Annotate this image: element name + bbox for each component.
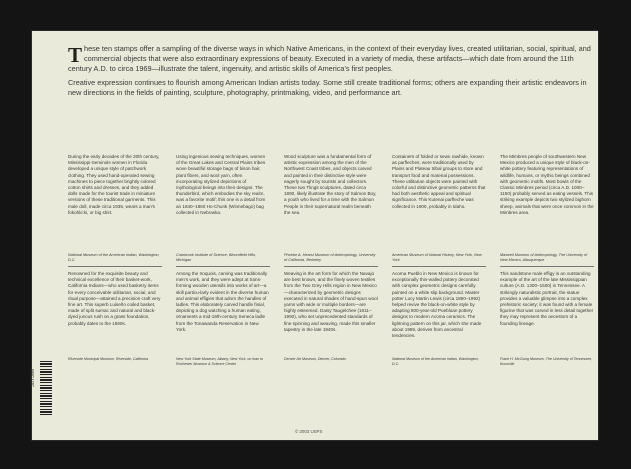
credit-line: Frank H. McClung Museum, The University of Tennessee, Knoxville: [500, 357, 593, 366]
description-text: Renowned for the exquisite beauty and technical excellence of their basket-work, California Indians—who used basketry items for every conceivable utilitarian, social, and ritual purpose—attained a precision craft very fine art. This superb Luiseño coiled basket, made of split sumac and natural and black-dyed juncus rush on a grass foundation, probably dates to the 1890s.: [68, 271, 161, 326]
credit-line: Cranbrook Institute of Science, Bloomfield Hills, Michigan: [176, 253, 256, 262]
divider: [392, 266, 486, 267]
barcode: [40, 361, 52, 417]
column-5: [500, 154, 594, 367]
description-text: The Mimbres people of southwestern New Mexico produced a unique style of black-on-white pottery featuring representations of wildlife, humans, or mythic beings combined with geometric motifs. Most bowls of the Classic Mimbres period (circa A.D. 1000–1150) probably served as eating vessels. This striking example depicts two stylized bighorn sheep, animals that were once common in the Mimbres area.: [500, 154, 594, 215]
description-text: Acoma Pueblo in New Mexico is known for exceptionally thin-walled pottery decorated with complex geometric designs carefully painted on a white slip background. Master potter Lucy Martin Lewis (circa 1890–1992) helped revive the black-on-white style by adapting 800-year-old Puebloan pottery designs to modern Acoma ceramics. The lightning pattern on this jar, which she made about 1969, derives from ancestral tendencies.: [392, 271, 482, 339]
credit-line: National Museum of the American Indian, Washington, D.C.: [68, 253, 160, 262]
intro-paragraph-2: Creative expression continues to flourish among American Indian artists today. Some still create traditional forms; others are expanding their artistic endeavors in new directions in the fields of painting, sculpture, photography, printmaking, video, and performance art.: [68, 78, 587, 97]
description-text: Using ingenious sewing techniques, women of the Great Lakes and Central Plains tribes wove beautiful storage bags of bison hair, plant fibers, and wool yarn, often incorporating stylized depictions of mythological beings into their designs. The thunderbird, which embodies the sky realm, was a favorite motif; this one is a detail from an 1840–1860 Ho-Chunk (Winnebago) bag collected in Nebraska.: [176, 154, 266, 215]
intro-text: hese ten stamps offer a sampling of the diverse ways in which Native Americans, in the context of their everyday lives, created utilitarian, social, spiritual, and commercial objects that were also extraordinary expressions of beauty. Executed in a variety of media, these artifacts—which date from around the 11th century A.D. to circa 1969—illustrate the talent, ingenuity, and artistic skills of America's first peoples.: [68, 44, 591, 73]
column-1: [68, 154, 162, 367]
description-text: Weaving is the art form for which the Navajo are best known, and the finely woven textiles from the Two Grey Hills region in New Mexico—characterized by geometric designs executed in natural shades of hand-spun wool yarns with wide or multiple borders—are highly esteemed. Daisy Taugelchee (1911–1990), who set unprecedented standards of fine spinning and weaving, made this smaller tapestry in the late 1940s.: [284, 271, 378, 332]
sheet-content: [68, 43, 594, 366]
barcode-number: 567500: [30, 368, 36, 387]
divider: [176, 266, 270, 267]
intro-paragraph: [68, 44, 592, 74]
credit-line: National Museum of the American Indian, Washington, D.C.: [392, 357, 479, 366]
description-text: During the early decades of the 20th century, Mississippi-Seminole women in Florida developed a unique style of patchwork clothing. They used hand-operated sewing machines to piece together brightly colored cotton shirts and dresses, and they added dolls made for the tourist trade in miniature versions of these traditional garments. This male doll, made circa 1935, wears a man's fokohki:ki, or big shirt.: [68, 154, 160, 215]
column-3: [284, 154, 378, 367]
column-2: [176, 154, 270, 367]
credit-line: Riverside Municipal Museum, Riverside, California: [68, 357, 149, 361]
divider: [284, 266, 378, 267]
copyright-notice: © 2003 USPS: [295, 429, 323, 434]
description-text: Containers of folded or sewn rawhide, known as parfleches, were traditionally used by Plains and Plateau tribal groups to store and transport food and material possessions. These utilitarian objects were painted with colorful and distinctive geometric patterns that had both aesthetic appeal and spiritual significance. This Kutenai parfleche was collected in 1900, probably in Idaho.: [392, 154, 486, 209]
stamp-sheet: [32, 31, 598, 440]
description-text: This sandstone male effigy is an outstanding example of the art of the late Mississippian culture (A.D. 1300–1500) in Tennessee. A strikingly naturalistic portrait, the statue provides a valuable glimpse into a complex prehistoric society; it was found with a female figurine that was carved in less detail together they may represent the ancestors of a founding lineage.: [500, 271, 594, 326]
credit-line: Maxwell Museum of Anthropology, The University of New Mexico, Albuquerque: [500, 253, 588, 262]
column-4: [392, 154, 486, 367]
credit-line: New York State Museum, Albany, New York, on loan to Rochester Museum & Science Center: [176, 357, 264, 366]
description-columns: [68, 154, 594, 367]
drop-cap: T: [68, 43, 83, 67]
credit-line: American Museum of Natural History, New York, New York: [392, 253, 482, 262]
credit-line: Denver Art Museum, Denver, Colorado: [284, 357, 346, 361]
description-text: Among the Iroquois, carving was traditionally men's work, and they were adept at trans-forming wooden utensils into works of art—a skill particu-larly evident in the diverse human and animal effigies that adorn the handles of ladles. This elaborately carved handle finial, depicting a dog watching a human eating, ornaments a mid-19th-century Seneca ladle from the Tonawanda Reservation in New York.: [176, 271, 269, 332]
credit-line: Phoebe A. Hearst Museum of Anthropology, University of California, Berkeley: [284, 253, 376, 262]
description-text: Wood sculpture was a fundamental form of artistic expression among the men of the Northwest Coast tribes, and objects carved and painted in their distinctive style were eagerly sought by tourists and collectors. These two Tlingit sculptures, dated circa 1890, likely illustrate the story of Salmon Boy, a youth who lived for a time with the Salmon People in their supernatural realm beneath the sea.: [284, 154, 377, 215]
divider: [500, 266, 594, 267]
divider: [68, 266, 162, 267]
